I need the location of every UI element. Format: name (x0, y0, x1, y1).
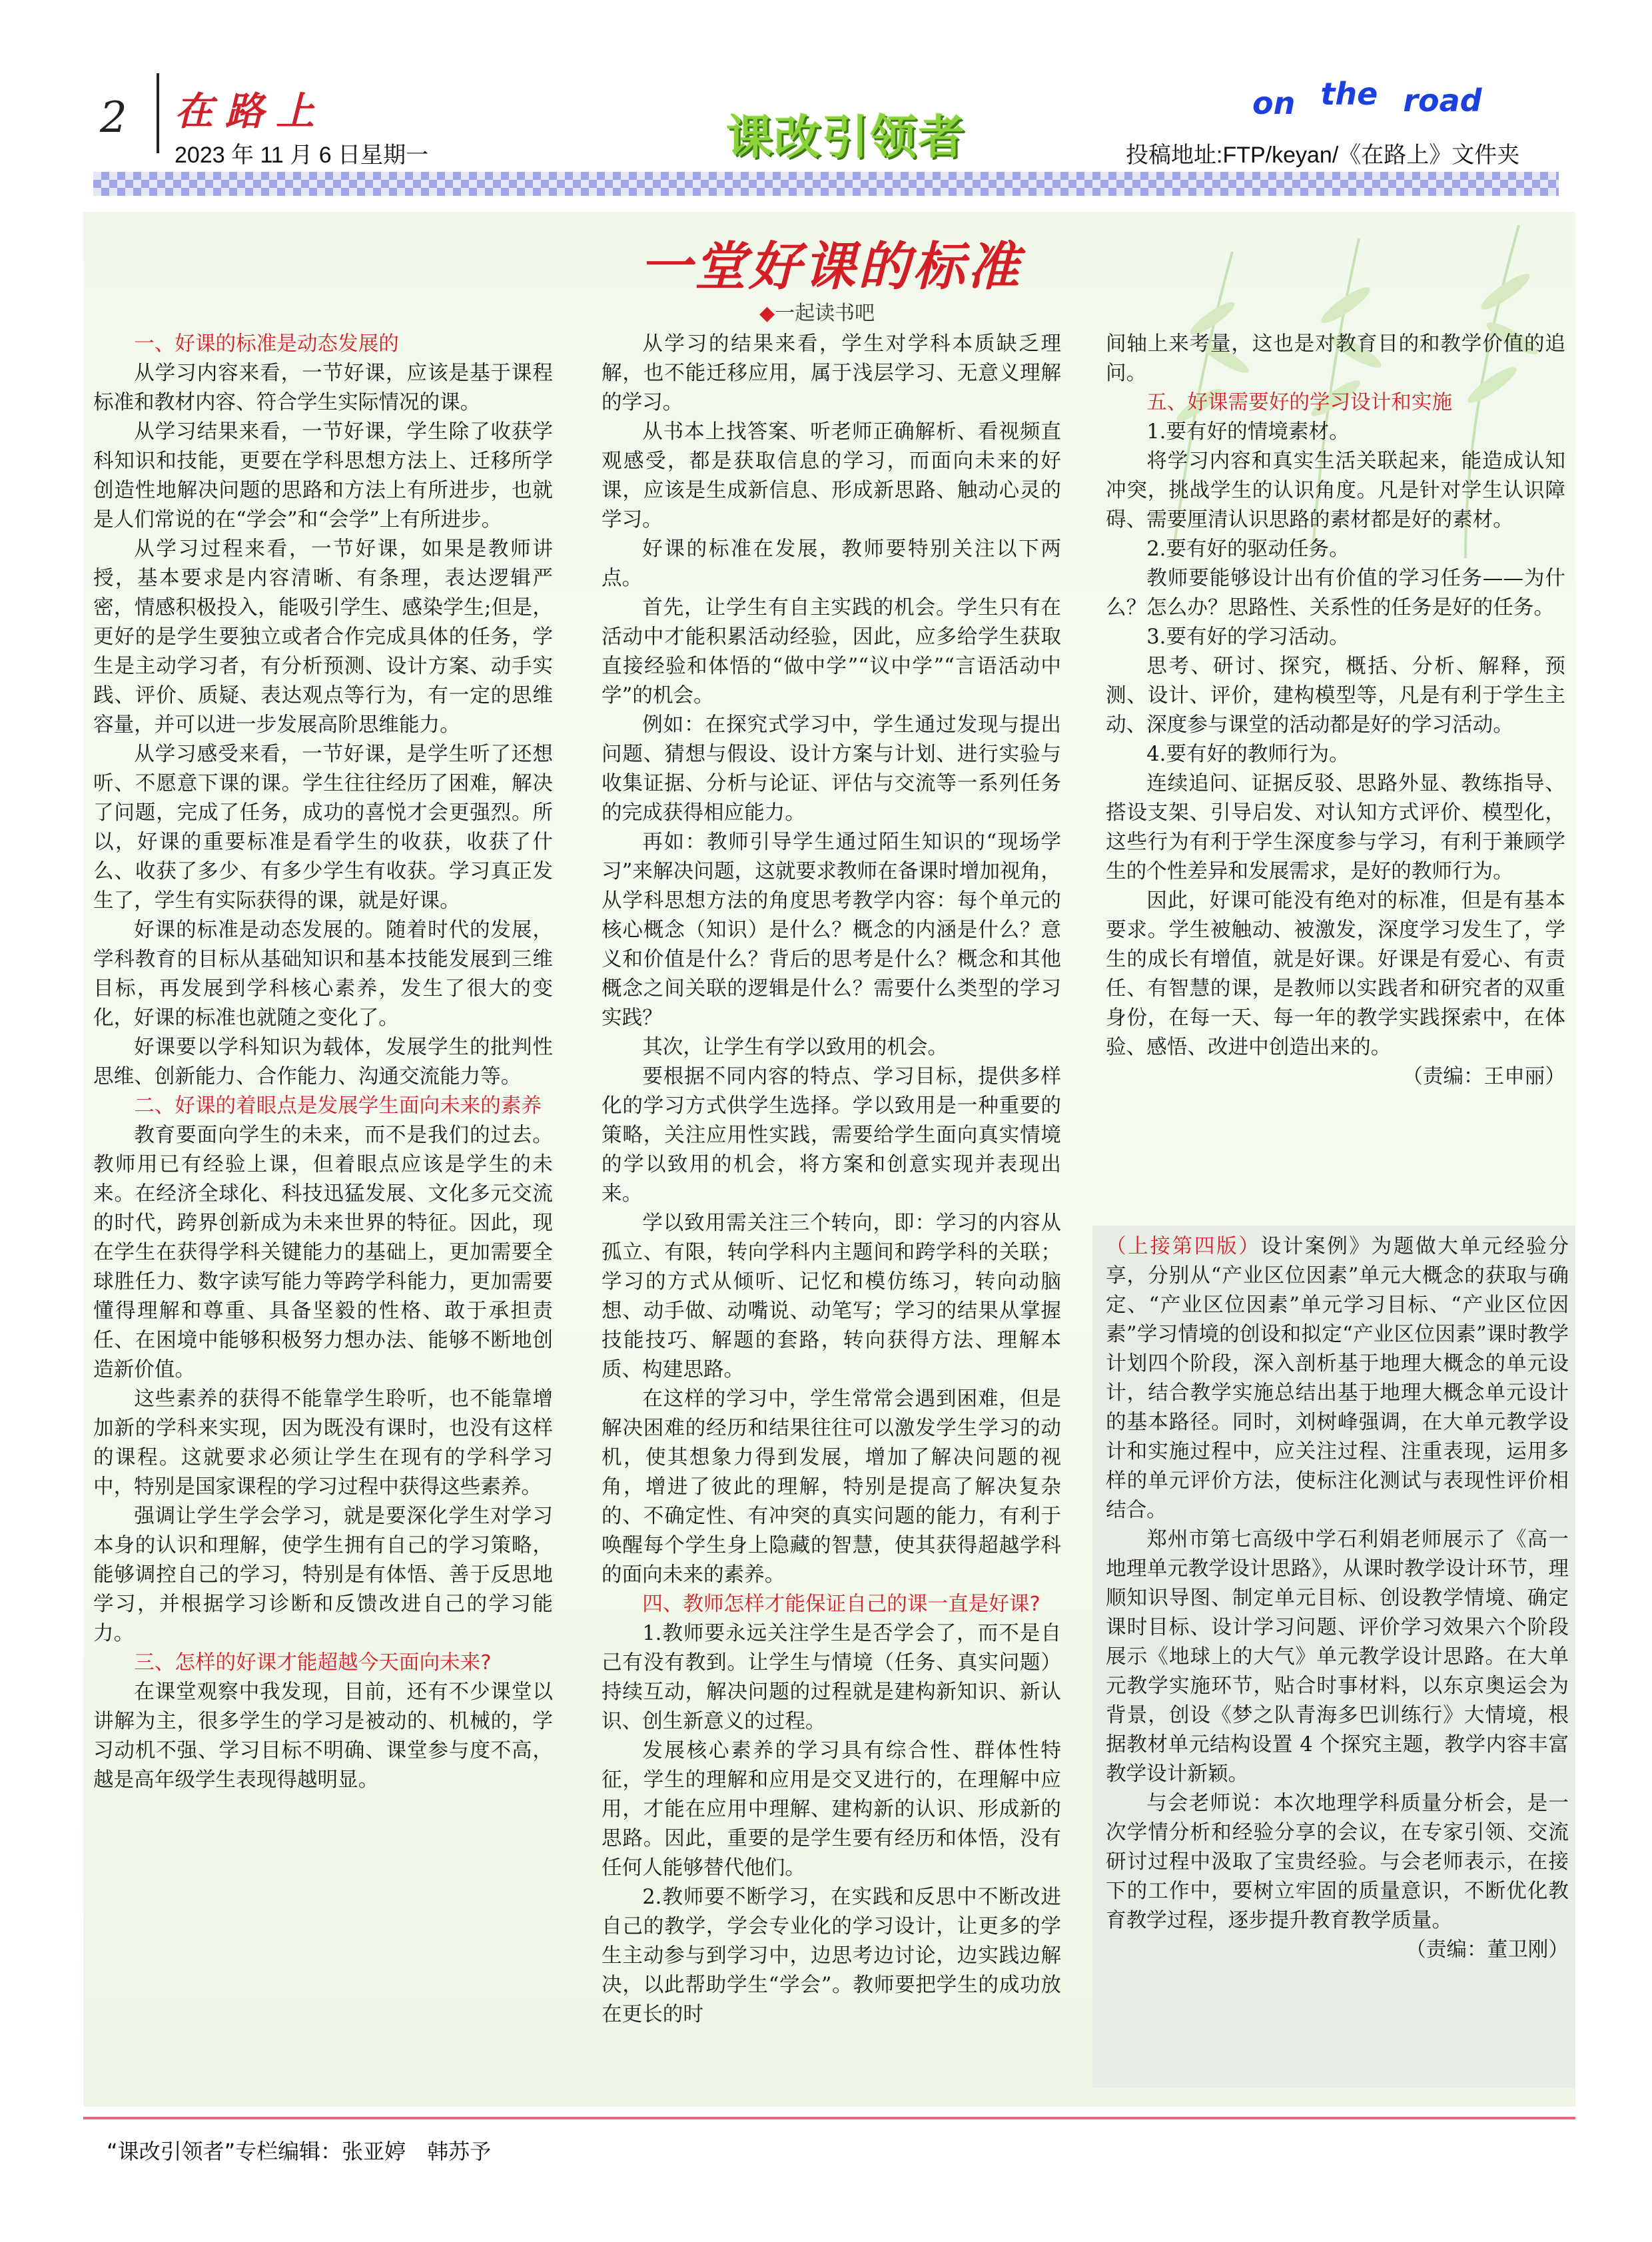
article-paragraph: 从学习结果来看，一节好课，学生除了收获学科知识和技能，更要在学科思想方法上、迁移所学创造性地解决问题的思路和方法上有所进步，也就是人们常说的在“学会”和“会学”上有所进步。 (93, 420, 553, 532)
article-paragraph: 将学习内容和真实生活关联起来，能造成认知冲突，挑战学生的认识角度。凡是针对学生认识障碍、需要厘清认识思路的素材都是好的素材。 (1106, 450, 1565, 532)
article-paragraph: 从学习内容来看，一节好课，应该是基于课程标准和教材内容、符合学生实际情况的课。 (93, 362, 553, 414)
article-column-2 (602, 330, 1061, 2030)
article-paragraph: 再如：教师引导学生通过陌生知识的“现场学习”来解决问题，这就要求教师在备课时增加视角，从学科思想方法的角度思考教学内容：每个单元的核心概念（知识）是什么？概念的内涵是什么？意义和价值是什么？背后的思考是什么？概念和其他概念之间关联的逻辑是什么？需要什么类型的学习实践？ (602, 831, 1061, 1030)
section-heading: 三、怎样的好课才能超越今天面向未来? (134, 1651, 492, 1675)
publication-date: 2023 年 11 月 6 日星期一 (175, 143, 429, 168)
article-paragraph: 连续追问、证据反驳、思路外显、教练指导、搭设支架、引导启发、对认知方式评价、模型化，这些行为有利于学生深度参与学习，有利于兼顾学生的个性差异和发展需求，是好的教师行为。 (1106, 772, 1565, 883)
article-paragraph: 从学习感受来看，一节好课，是学生听了还想听、不愿意下课的课。学生往往经历了困难，解决了问题，完成了任务，成功的喜悦才会更强烈。所以，好课的重要标准是看学生的收获，收获了什么、收获了多少、有多少学生有收获。学习真正发生了，学生有实际获得的课，就是好课。 (93, 743, 553, 913)
article-paragraph: 1.教师要永远关注学生是否学会了，而不是自己有没有教到。让学生与情境（任务、真实问题）持续互动，解决问题的过程就是建构新知识、新认识、创生新意义的过程。 (602, 1622, 1061, 1733)
article-byline (759, 296, 875, 326)
column-title: 课改引领者 (726, 110, 966, 165)
article-column-1 (93, 330, 553, 1795)
article-paragraph: 4.要有好的教师行为。 (1146, 743, 1350, 766)
section-heading: 五、好课需要好的学习设计和实施 (1146, 391, 1453, 414)
article-paragraph: 从学习的结果来看，学生对学科本质缺乏理解，也不能迁移应用，属于浅层学习、无意义理解的学习。 (602, 332, 1061, 414)
article-paragraph: 强调让学生学会学习，就是要深化学生对学习本身的认识和理解，使学生拥有自己的学习策略，能够调控自己的学习，特别是有体悟、善于反思地学习，并根据学习诊断和反馈改进自己的学习能力。 (93, 1505, 553, 1645)
article-paragraph: 要根据不同内容的特点、学习目标，提供多样化的学习方式供学生选择。学以致用是一种重要的策略，关注应用性实践，需要给学生面向真实情境的学以致用的机会，将方案和创意实现并表现出来。 (602, 1065, 1061, 1206)
on-the-road-logo (1252, 76, 1482, 121)
editor-credit: （责编：王申丽） (1402, 1065, 1565, 1088)
continued-tag: （上接第四版） (1106, 1235, 1261, 1258)
article-paragraph: 间轴上来考量，这也是对教育目的和教学价值的追问。 (1106, 332, 1565, 385)
article-paragraph: 首先，让学生有自主实践的机会。学生只有在活动中才能积累活动经验，因此，应多给学生获取直接经验和体悟的“做中学”“议中学”“言语活动中学”的机会。 (602, 596, 1061, 707)
article-title: 一堂好课的标准 (639, 236, 1023, 297)
article-paragraph: 这些素养的获得不能靠学生聆听，也不能靠增加新的学科来实现，因为既没有课时，也没有这样的课程。这就要求必须让学生在现有的学科学习中，特别是国家课程的学习过程中获得这些素养。 (93, 1387, 553, 1499)
article-paragraph: 在这样的学习中，学生常常会遇到困难，但是解决困难的经历和结果往往可以激发学生学习的动机，使其想象力得到发展，增加了解决问题的视角，增进了彼此的理解，特别是提高了解决复杂的、不确定性、有冲突的真实问题的能力，有利于唤醒每个学生身上隐藏的智慧，使其获得超越学科的面向未来的素养。 (602, 1387, 1061, 1587)
column-editors: “课改引领者”专栏编辑：张亚婷 韩苏予 (107, 2139, 492, 2164)
continued-story-text (1106, 1232, 1569, 1965)
header-divider (157, 73, 159, 153)
section-heading: 四、教师怎样才能保证自己的课一直是好课? (642, 1593, 1040, 1616)
article-paragraph: 教师要能够设计出有价值的学习任务——为什么？怎么办？思路性、关系性的任务是好的任务。 (1106, 567, 1565, 619)
continued-paragraph-2: 郑州市第七高级中学石利娟老师展示了《高一地理单元教学设计思路》，从课时教学设计环节，理顺知识导图、制定单元目标、创设教学情境、确定课时目标、设计学习问题、评价学习效果六个阶段展示《地球上的大气》单元教学设计思路。在大单元教学实施环节，贴合时事材料，以东京奥运会为背景，创设《梦之队青海多巴训练行》大情境，根据教材单元结构设置 4 个探究主题，教学内容丰富教学设计新颖。 (1106, 1528, 1569, 1786)
section-heading: 二、好课的着眼点是发展学生面向未来的素养 (134, 1094, 542, 1118)
article-paragraph: 学以致用需关注三个转向，即：学习的内容从孤立、有限，转向学科内主题间和跨学科的关联；学习的方式从倾听、记忆和模仿练习，转向动脑想、动手做、动嘴说、动笔写；学习的结果从掌握技能技巧、解题的套路，转向获得方法、理解本质、构建思路。 (602, 1212, 1061, 1381)
article-paragraph: 教育要面向学生的未来，而不是我们的过去。教师用已有经验上课，但着眼点应该是学生的未来。在经济全球化、科技迅猛发展、文化多元交流的时代，跨界创新成为未来世界的特征。因此，现在学生在获得学科关键能力的基础上，更加需要全球胜任力、数字读写能力等跨学科能力，更加需要懂得理解和尊重、具备坚毅的性格、敢于承担责任、在困境中能够积极努力想办法、能够不断地创造新价值。 (93, 1124, 553, 1381)
article-paragraph: 好课要以学科知识为载体，发展学生的批判性思维、创新能力、合作能力、沟通交流能力等。 (93, 1036, 553, 1088)
article-paragraph: 2.要有好的驱动任务。 (1146, 538, 1350, 561)
article-column-3 (1106, 330, 1565, 1092)
continued-paragraph-1-text: 设计案例》为题做大单元经验分享，分别从“产业区位因素”单元大概念的获取与确定、“产业区位因素”单元学习目标、“产业区位因素”学习情境的创设和拟定“产业区位因素”课时教学计划四个阶段，深入剖析基于地理大概念的单元设计，结合教学实施总结出基于地理大概念单元设计的基本路径。同时，刘树峰强调，在大单元教学设计和实施过程中，应关注过程、注重表现，运用多样的单元评价方法，使标注化测试与表现性评价相结合。 (1106, 1235, 1569, 1522)
page-number: 2 (100, 93, 127, 143)
article-paragraph: 好课的标准在发展，教师要特别关注以下两点。 (602, 538, 1061, 590)
article-paragraph: 3.要有好的学习活动。 (1146, 625, 1350, 649)
bottom-rule (83, 2117, 1575, 2119)
article-paragraph: 从学习过程来看，一节好课，如果是教师讲授，基本要求是内容清晰、有条理，表达逻辑严密，情感积极投入，能吸引学生、感染学生;但是，更好的是学生要独立或者合作完成具体的任务，学生是主动学习者，有分析预测、设计方案、动手实践、评价、质疑、表达观点等行为，有一定的思维容量，并可以进一步发展高阶思维能力。 (93, 538, 553, 737)
article-paragraph: 好课的标准是动态发展的。随着时代的发展，学科教育的目标从基础知识和基本技能发展到三维目标，再发展到学科核心素养，发生了很大的变化，好课的标准也就随之变化了。 (93, 919, 553, 1030)
article-paragraph: 在课堂观察中我发现，目前，还有不少课堂以讲解为主，很多学生的学习是被动的、机械的，学习动机不强、学习目标不明确、课堂参与度不高，越是高年级学生表现得越明显。 (93, 1681, 553, 1792)
continued-editor-credit: （责编：董卫刚） (1406, 1938, 1569, 1962)
continued-paragraph-1 (1106, 1232, 1569, 1525)
article-paragraph: 例如：在探究式学习中，学生通过发现与提出问题、猜想与假设、设计方案与计划、进行实验与收集证据、分析与论证、评估与交流等一系列任务的完成获得相应能力。 (602, 713, 1061, 825)
logo-word-the: the (1320, 76, 1378, 112)
checkered-band (93, 172, 1559, 196)
newspaper-name: 在路上 (175, 89, 327, 134)
article-paragraph: 1.要有好的情境素材。 (1146, 420, 1350, 444)
byline-text: 一起读书吧 (775, 302, 875, 325)
article-paragraph: 从书本上找答案、听老师正确解析、看视频直观感受，都是获取信息的学习，而面向未来的好课，应该是生成新信息、形成新思路、触动心灵的学习。 (602, 420, 1061, 532)
article-paragraph: 因此，好课可能没有绝对的标准，但是有基本要求。学生被触动、被激发，深度学习发生了，学生的成长有增值，就是好课。好课是有爱心、有责任、有智慧的课，是教师以实践者和研究者的双重身份，在每一天、每一年的教学实践探索中，在体验、感悟、改进中创造出来的。 (1106, 889, 1565, 1059)
submission-address: 投稿地址:FTP/keyan/《在路上》文件夹 (1126, 143, 1520, 168)
section-heading: 一、好课的标准是动态发展的 (134, 332, 399, 356)
article-paragraph: 发展核心素养的学习具有综合性、群体性特征，学生的理解和应用是交叉进行的，在理解中应用，才能在应用中理解、建构新的认识、形成新的思路。因此，重要的是学生要有经历和体悟，没有任何人能够替代他们。 (602, 1739, 1061, 1880)
logo-word-on: on (1252, 85, 1296, 121)
byline-marker: ◆ (759, 302, 775, 325)
continued-paragraph-3: 与会老师说：本次地理学科质量分析会，是一次学情分析和经验分享的会议，在专家引领、交流研讨过程中汲取了宝贵经验。与会老师表示，在接下的工作中，要树立牢固的质量意识，不断优化教育教学过程，逐步提升教育教学质量。 (1106, 1792, 1569, 1932)
article-paragraph: 其次，让学生有学以致用的机会。 (642, 1036, 949, 1059)
logo-word-road: road (1403, 83, 1482, 119)
article-paragraph: 2.教师要不断学习，在实践和反思中不断改进自己的教学，学会专业化的学习设计，让更多的学生主动参与到学习中，边思考边讨论，边实践边解决，以此帮助学生“学会”。教师要把学生的成功放在更长的时 (602, 1886, 1061, 2026)
article-paragraph: 思考、研讨、探究，概括、分析、解释，预测、设计、评价，建构模型等，凡是有利于学生主动、深度参与课堂的活动都是好的学习活动。 (1106, 655, 1565, 737)
